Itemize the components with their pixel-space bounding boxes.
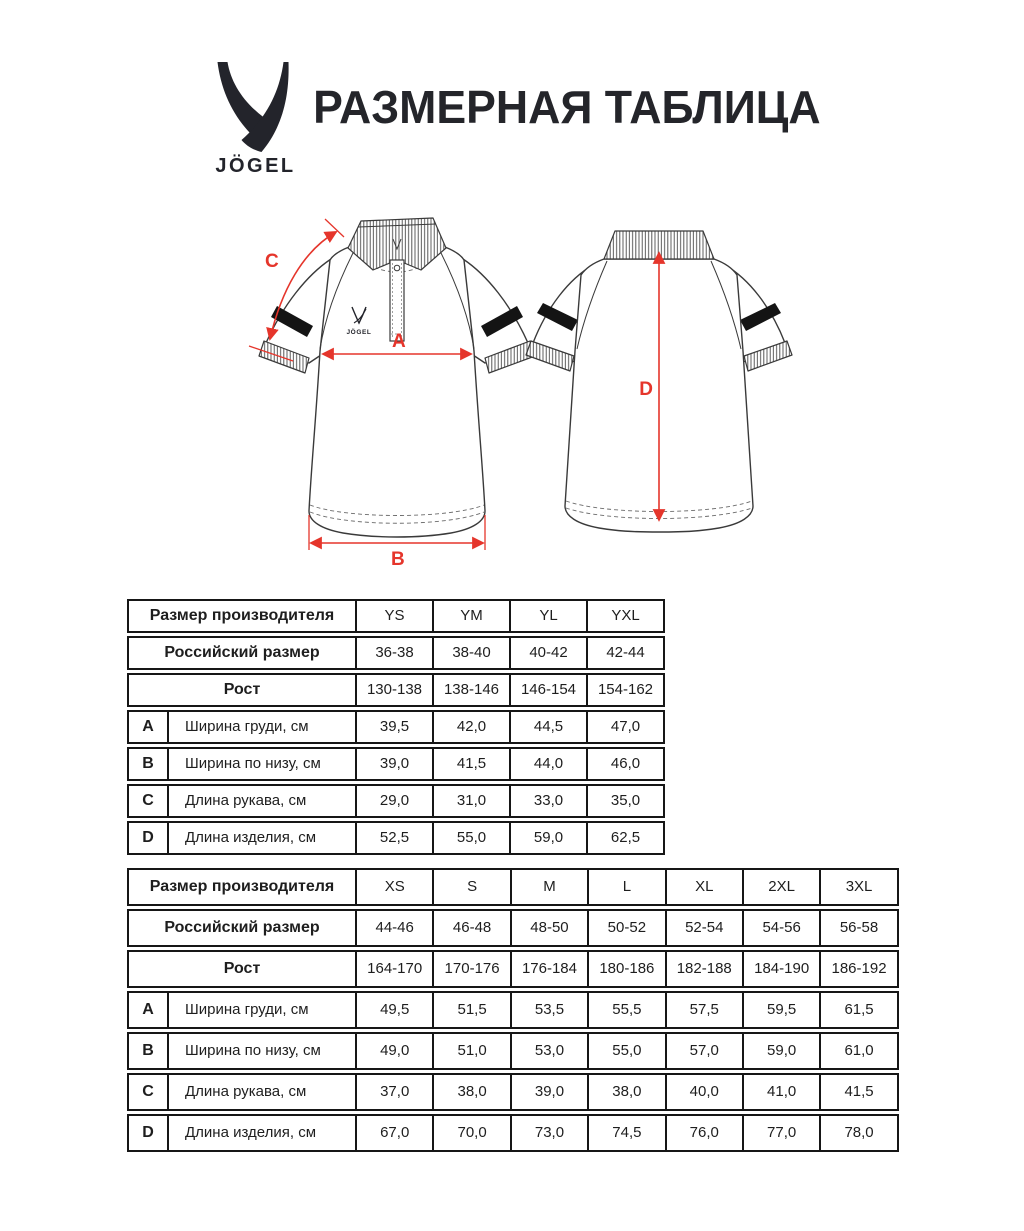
measure-value-cell: 76,0 bbox=[667, 1114, 744, 1152]
table-measure-row bbox=[127, 1073, 899, 1111]
header-row-label: Российский размер bbox=[127, 636, 357, 670]
measure-value-cell: 67,0 bbox=[357, 1114, 434, 1152]
size-value-cell: 138-146 bbox=[434, 673, 511, 707]
brand-logo bbox=[193, 60, 318, 178]
measure-value-cell: 77,0 bbox=[744, 1114, 821, 1152]
table-measure-row bbox=[127, 1032, 899, 1070]
size-value-cell: 164-170 bbox=[357, 950, 434, 988]
front-placket bbox=[390, 260, 404, 341]
measure-letter-cell: D bbox=[127, 1114, 169, 1152]
size-value-cell: 50-52 bbox=[589, 909, 666, 947]
measure-value-cell: 37,0 bbox=[357, 1073, 434, 1111]
size-table-adult bbox=[127, 868, 899, 1152]
size-value-cell: 42-44 bbox=[588, 636, 665, 670]
measure-value-cell: 51,5 bbox=[434, 991, 511, 1029]
measure-value-cell: 53,0 bbox=[512, 1032, 589, 1070]
measure-value-cell: 31,0 bbox=[434, 784, 511, 818]
table-measure-row bbox=[127, 991, 899, 1029]
measure-label-cell: Длина изделия, см bbox=[169, 1114, 357, 1152]
measure-value-cell: 46,0 bbox=[588, 747, 665, 781]
measure-value-cell: 44,5 bbox=[511, 710, 588, 744]
measure-value-cell: 55,5 bbox=[589, 991, 666, 1029]
chest-wordmark: JÖGEL bbox=[346, 329, 372, 336]
size-value-cell: S bbox=[434, 868, 511, 906]
measure-letter-cell: A bbox=[127, 991, 169, 1029]
table-header-row bbox=[127, 673, 665, 707]
measure-value-cell: 61,0 bbox=[821, 1032, 898, 1070]
size-value-cell: 180-186 bbox=[589, 950, 666, 988]
measure-value-cell: 49,0 bbox=[357, 1032, 434, 1070]
size-value-cell: L bbox=[589, 868, 666, 906]
size-value-cell: 38-40 bbox=[434, 636, 511, 670]
size-value-cell: YXL bbox=[588, 599, 665, 633]
header-row-label: Размер производителя bbox=[127, 599, 357, 633]
measure-value-cell: 42,0 bbox=[434, 710, 511, 744]
measure-value-cell: 62,5 bbox=[588, 821, 665, 855]
size-value-cell: 44-46 bbox=[357, 909, 434, 947]
measure-value-cell: 73,0 bbox=[512, 1114, 589, 1152]
measure-value-cell: 39,0 bbox=[357, 747, 434, 781]
table-header-row bbox=[127, 599, 665, 633]
measure-value-cell: 40,0 bbox=[667, 1073, 744, 1111]
size-value-cell: 182-188 bbox=[667, 950, 744, 988]
measure-value-cell: 38,0 bbox=[434, 1073, 511, 1111]
size-value-cell: 186-192 bbox=[821, 950, 898, 988]
measure-value-cell: 41,0 bbox=[744, 1073, 821, 1111]
measure-value-cell: 55,0 bbox=[434, 821, 511, 855]
measure-value-cell: 57,5 bbox=[667, 991, 744, 1029]
measure-label-c: C bbox=[265, 251, 279, 272]
size-table-youth bbox=[127, 599, 665, 855]
size-value-cell: 52-54 bbox=[667, 909, 744, 947]
measure-value-cell: 74,5 bbox=[589, 1114, 666, 1152]
size-value-cell: 146-154 bbox=[511, 673, 588, 707]
measure-letter-cell: C bbox=[127, 1073, 169, 1111]
measure-value-cell: 41,5 bbox=[821, 1073, 898, 1111]
size-value-cell: 154-162 bbox=[588, 673, 665, 707]
measure-value-cell: 47,0 bbox=[588, 710, 665, 744]
measure-value-cell: 33,0 bbox=[511, 784, 588, 818]
table-measure-row bbox=[127, 747, 665, 781]
measure-value-cell: 70,0 bbox=[434, 1114, 511, 1152]
measure-letter-cell: A bbox=[127, 710, 169, 744]
size-value-cell: YS bbox=[357, 599, 434, 633]
measure-letter-cell: B bbox=[127, 1032, 169, 1070]
measure-letter-cell: C bbox=[127, 784, 169, 818]
size-value-cell: 56-58 bbox=[821, 909, 898, 947]
back-view-diagram bbox=[526, 231, 792, 532]
measure-label-a: A bbox=[392, 331, 406, 352]
size-value-cell: 176-184 bbox=[512, 950, 589, 988]
size-value-cell: 2XL bbox=[744, 868, 821, 906]
size-value-cell: 54-56 bbox=[744, 909, 821, 947]
size-value-cell: 36-38 bbox=[357, 636, 434, 670]
table-header-row bbox=[127, 909, 899, 947]
measure-value-cell: 39,5 bbox=[357, 710, 434, 744]
measure-value-cell: 55,0 bbox=[589, 1032, 666, 1070]
measure-value-cell: 35,0 bbox=[588, 784, 665, 818]
measure-value-cell: 44,0 bbox=[511, 747, 588, 781]
header-row-label: Российский размер bbox=[127, 909, 357, 947]
size-value-cell: 3XL bbox=[821, 868, 898, 906]
measure-value-cell: 49,5 bbox=[357, 991, 434, 1029]
measure-value-cell: 39,0 bbox=[512, 1073, 589, 1111]
shirt-measure-diagram bbox=[225, 203, 815, 588]
measure-value-cell: 38,0 bbox=[589, 1073, 666, 1111]
measure-value-cell: 53,5 bbox=[512, 991, 589, 1029]
measure-label-cell: Длина изделия, см bbox=[169, 821, 357, 855]
table-measure-row bbox=[127, 784, 665, 818]
size-value-cell: M bbox=[512, 868, 589, 906]
brand-v-icon bbox=[218, 62, 289, 152]
size-value-cell: 184-190 bbox=[744, 950, 821, 988]
header-row-label: Размер производителя bbox=[127, 868, 357, 906]
measure-letter-cell: D bbox=[127, 821, 169, 855]
measure-value-cell: 51,0 bbox=[434, 1032, 511, 1070]
measure-value-cell: 59,0 bbox=[744, 1032, 821, 1070]
size-value-cell: YM bbox=[434, 599, 511, 633]
size-value-cell: 46-48 bbox=[434, 909, 511, 947]
front-view-diagram bbox=[249, 218, 535, 570]
measure-label-cell: Ширина груди, см bbox=[169, 991, 357, 1029]
table-measure-row bbox=[127, 1114, 899, 1152]
page-title: РАЗМЕРНАЯ ТАБЛИЦА bbox=[313, 81, 821, 133]
size-value-cell: XS bbox=[357, 868, 434, 906]
size-value-cell: YL bbox=[511, 599, 588, 633]
measure-value-cell: 57,0 bbox=[667, 1032, 744, 1070]
measure-label-cell: Ширина груди, см bbox=[169, 710, 357, 744]
measure-label-b: B bbox=[391, 549, 405, 570]
size-value-cell: 48-50 bbox=[512, 909, 589, 947]
measure-letter-cell: B bbox=[127, 747, 169, 781]
size-value-cell: XL bbox=[667, 868, 744, 906]
measure-label-cell: Длина рукава, см bbox=[169, 784, 357, 818]
table-header-row bbox=[127, 868, 899, 906]
measure-value-cell: 78,0 bbox=[821, 1114, 898, 1152]
size-value-cell: 170-176 bbox=[434, 950, 511, 988]
measure-label-cell: Длина рукава, см bbox=[169, 1073, 357, 1111]
brand-wordmark: JÖGEL bbox=[215, 155, 296, 177]
measure-value-cell: 41,5 bbox=[434, 747, 511, 781]
table-header-row bbox=[127, 636, 665, 670]
measure-value-cell: 61,5 bbox=[821, 991, 898, 1029]
measure-label-cell: Ширина по низу, см bbox=[169, 1032, 357, 1070]
placket-button bbox=[394, 265, 400, 271]
measure-value-cell: 29,0 bbox=[357, 784, 434, 818]
table-measure-row bbox=[127, 821, 665, 855]
size-value-cell: 40-42 bbox=[511, 636, 588, 670]
measure-value-cell: 59,0 bbox=[511, 821, 588, 855]
header-row-label: Рост bbox=[127, 950, 357, 988]
measure-value-cell: 59,5 bbox=[744, 991, 821, 1029]
table-header-row bbox=[127, 950, 899, 988]
header-row-label: Рост bbox=[127, 673, 357, 707]
measure-label-cell: Ширина по низу, см bbox=[169, 747, 357, 781]
table-measure-row bbox=[127, 710, 665, 744]
measure-value-cell: 52,5 bbox=[357, 821, 434, 855]
measure-label-d: D bbox=[639, 379, 653, 400]
size-value-cell: 130-138 bbox=[357, 673, 434, 707]
